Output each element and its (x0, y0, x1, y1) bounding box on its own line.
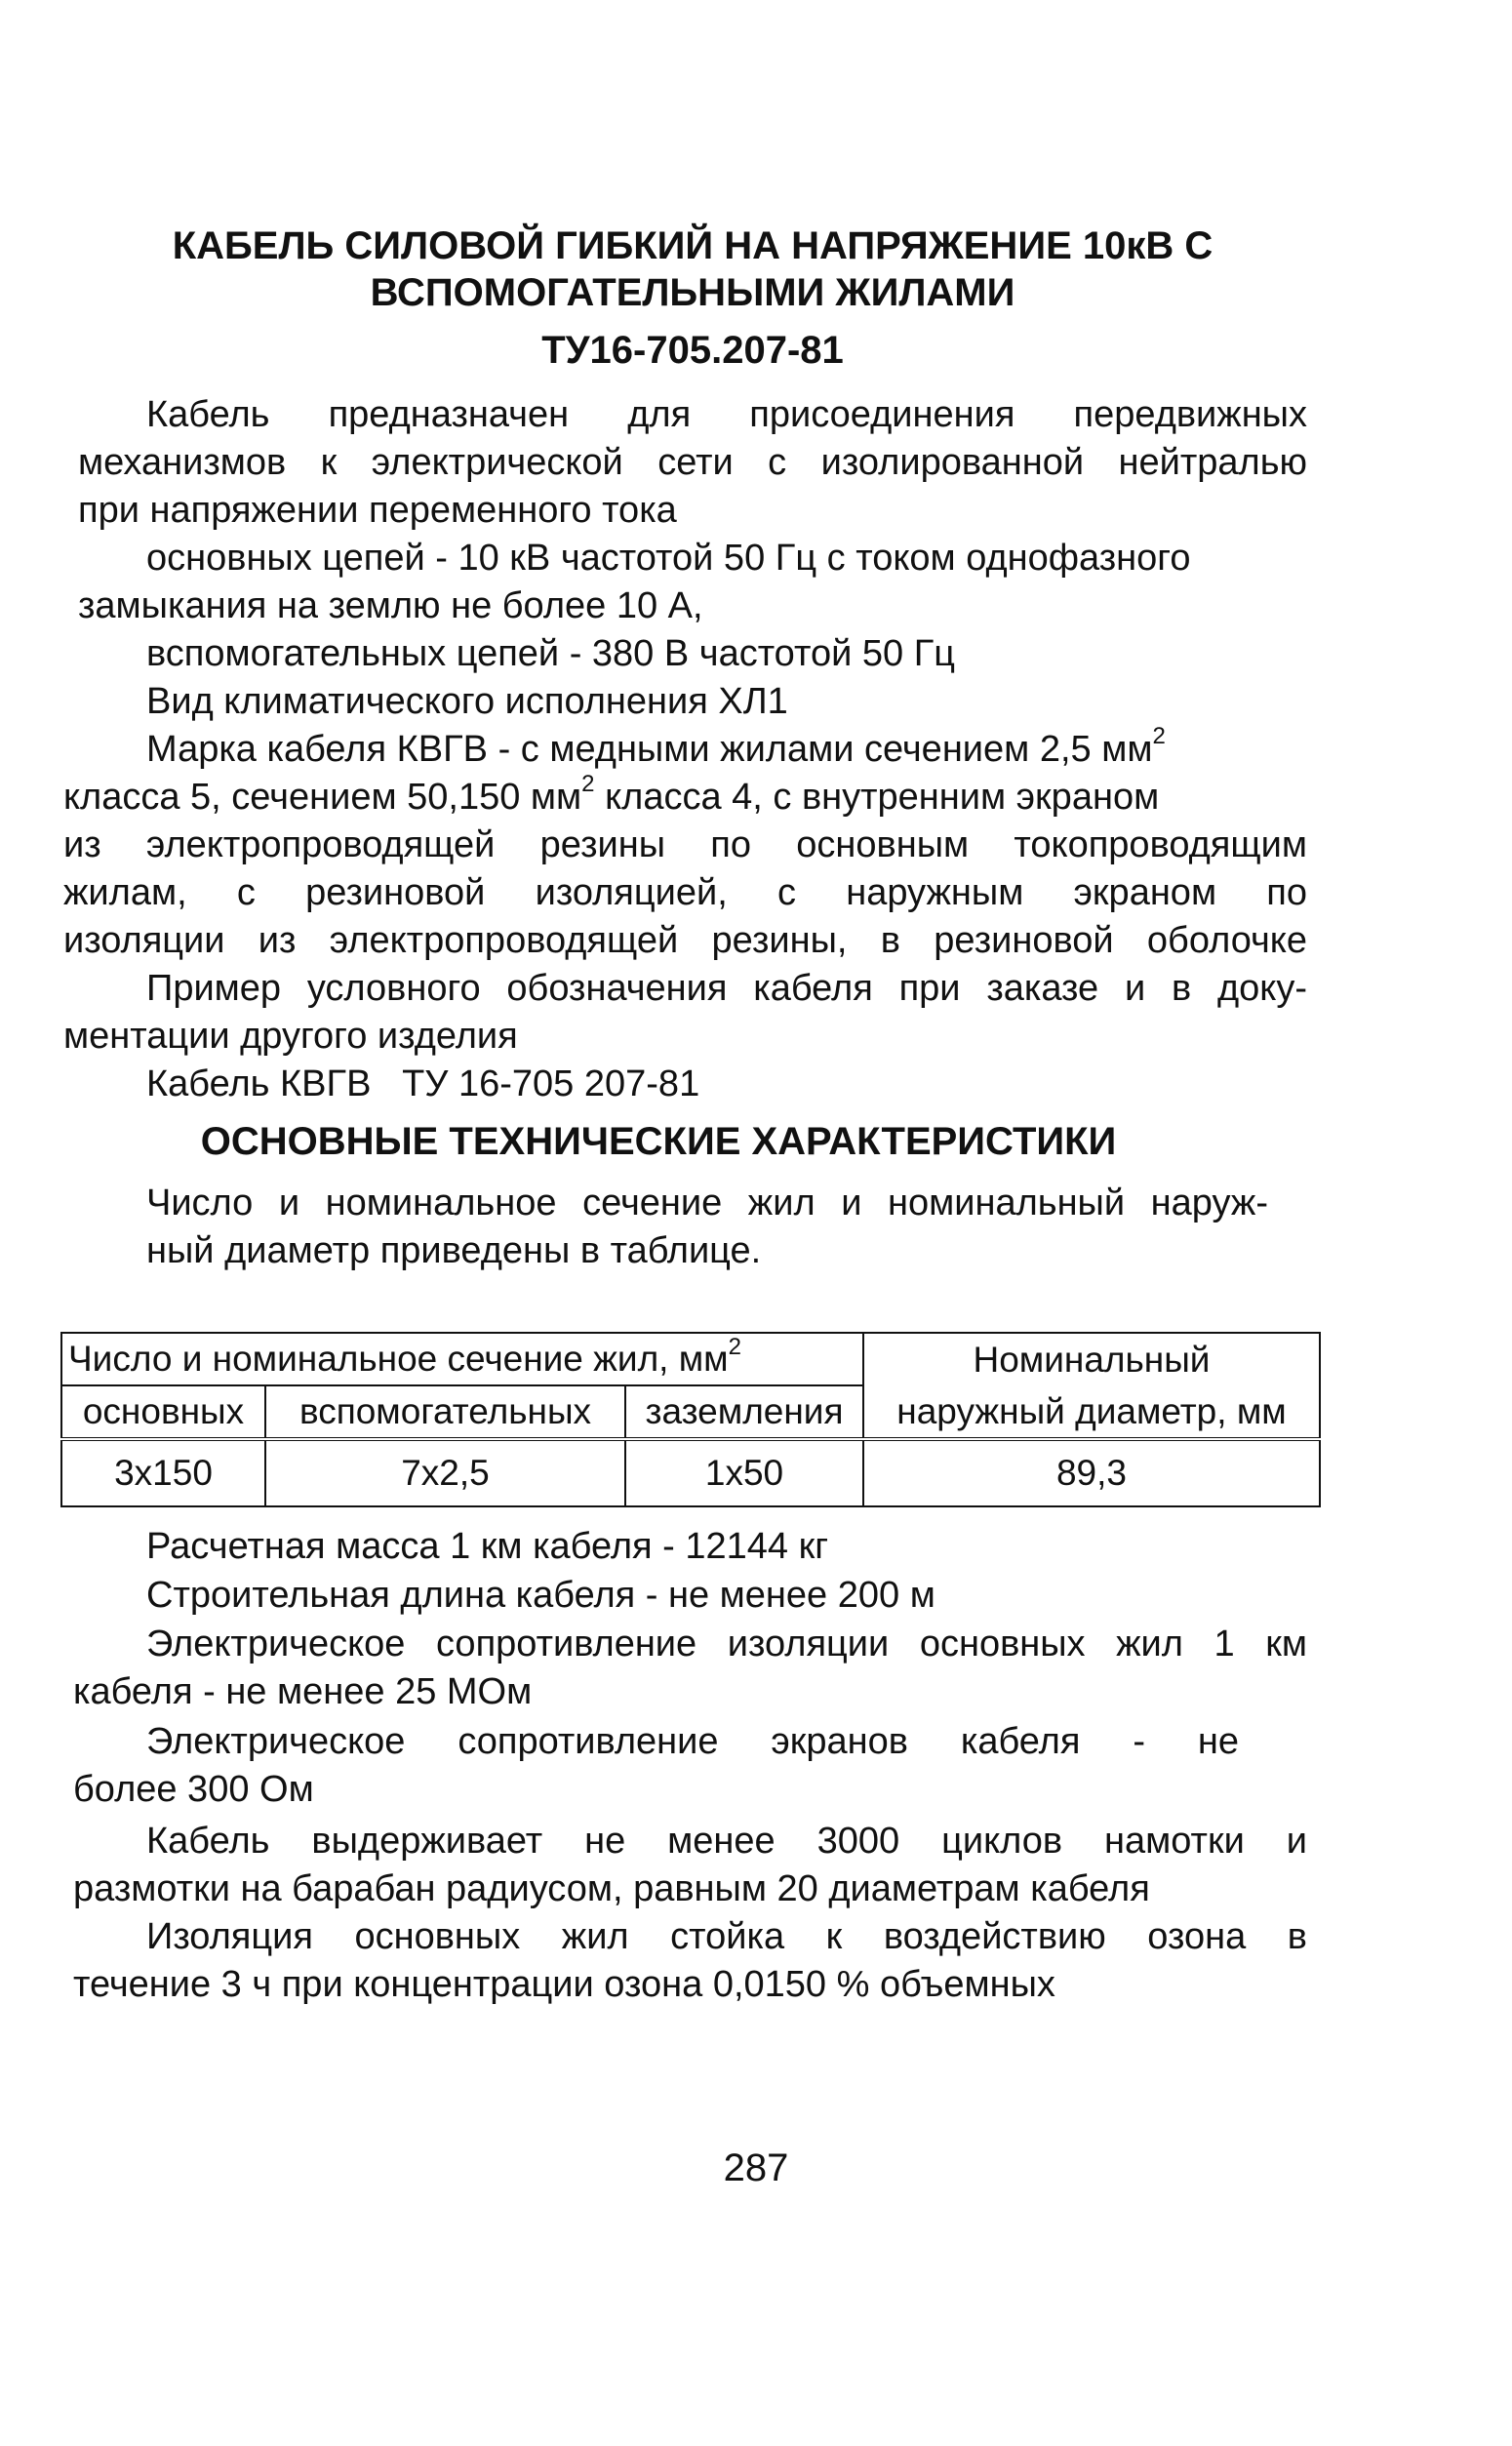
intro-line-12: изоляции из электропроводящей резины, в резиновой оболочке (63, 920, 1307, 961)
intro-line-10: из электропроводящей резины по основным токопроводящим (63, 824, 1307, 865)
spec-line-screen-resistance-2: более 300 Ом (73, 1769, 314, 1810)
intro-line-14: ментации другого изделия (63, 1016, 518, 1057)
spec-line-winding-2: размотки на барабан радиусом, равным 20 диаметрам кабеля (73, 1868, 1150, 1909)
spec-line-screen-resistance-1: Электрическое сопротивление экранов кабеля - не (146, 1721, 1239, 1762)
intro-line-7: Вид климатического исполнения ХЛ1 (146, 681, 788, 722)
spec-line-insulation-resistance-1: Электрическое сопротивление изоляции основных жил 1 км (146, 1624, 1307, 1664)
intro-line-8-text: Марка кабеля КВГВ - с медными жилами сечением 2,5 мм (146, 729, 1153, 770)
table-header-cores-text: Число и номинальное сечение жил, мм (68, 1339, 729, 1379)
intro-line-3: при напряжении переменного тока (78, 490, 677, 531)
cable-dimensions-table (60, 1332, 1321, 1507)
table-row (61, 1439, 1320, 1506)
intro-line-4: основных цепей - 10 кВ частотой 50 Гц с током однофазного (146, 538, 1191, 579)
spec-line-length: Строительная длина кабеля - не менее 200 м (146, 1575, 935, 1616)
page-number: 287 (723, 2146, 789, 2189)
table-header-ground: заземления (625, 1385, 863, 1439)
section-paragraph-line-2: ный диаметр приведены в таблице. (146, 1230, 762, 1271)
section-paragraph-line-1: Число и номинальное сечение жил и номинальный наруж- (146, 1183, 1268, 1223)
superscript: 2 (1152, 723, 1166, 750)
intro-line-9-text-b: класса 4, с внутренним экраном (594, 777, 1160, 818)
spec-line-ozone-1: Изоляция основных жил стойка к воздействию озона в (146, 1916, 1307, 1957)
spec-line-insulation-resistance-2: кабеля - не менее 25 МОм (73, 1671, 533, 1712)
intro-line-5: замыкания на землю не более 10 А, (78, 585, 703, 626)
superscript: 2 (581, 771, 595, 798)
intro-line-15: Кабель КВГВ ТУ 16-705 207-81 (146, 1063, 700, 1104)
intro-line-8 (146, 723, 1166, 772)
table-subheader-row (61, 1385, 1320, 1439)
document-title-line-1: КАБЕЛЬ СИЛОВОЙ ГИБКИЙ НА НАПРЯЖЕНИЕ 10кВ С (172, 224, 1214, 267)
intro-line-9-text-a: класса 5, сечением 50,150 мм (63, 777, 582, 818)
table-header-row (61, 1333, 1320, 1385)
spec-line-mass: Расчетная масса 1 км кабеля - 12144 кг (146, 1526, 829, 1567)
spec-line-winding-1: Кабель выдерживает не менее 3000 циклов намотки и (146, 1821, 1307, 1862)
table-header-aux: вспомогательных (265, 1385, 625, 1439)
intro-line-11: жилам, с резиновой изоляцией, с наружным экраном по (63, 872, 1307, 913)
table-cell-main: 3х150 (61, 1439, 265, 1506)
table-cell-aux: 7х2,5 (265, 1439, 625, 1506)
intro-line-2: механизмов к электрической сети с изолированной нейтралью (78, 442, 1307, 483)
spec-line-ozone-2: течение 3 ч при концентрации озона 0,0150 % объемных (73, 1964, 1055, 2005)
table-header-cores (61, 1333, 863, 1385)
table-cell-diameter: 89,3 (863, 1439, 1320, 1506)
spec-code: ТУ16-705.207-81 (541, 329, 844, 372)
table-header-main: основных (61, 1385, 265, 1439)
table-header-diameter-line-2: наружный диаметр, мм (863, 1385, 1320, 1439)
superscript: 2 (728, 1333, 741, 1360)
section-title: ОСНОВНЫЕ ТЕХНИЧЕСКИЕ ХАРАКТЕРИСТИКИ (200, 1120, 1117, 1163)
intro-line-1: Кабель предназначен для присоединения передвижных (146, 394, 1307, 435)
document-title-line-2: ВСПОМОГАТЕЛЬНЫМИ ЖИЛАМИ (370, 271, 1015, 314)
intro-line-9 (63, 771, 1160, 820)
intro-line-6: вспомогательных цепей - 380 В частотой 50 Гц (146, 633, 956, 674)
table-cell-ground: 1х50 (625, 1439, 863, 1506)
table-header-diameter-line-1: Номинальный (863, 1333, 1320, 1385)
intro-line-13: Пример условного обозначения кабеля при заказе и в доку- (146, 968, 1307, 1009)
